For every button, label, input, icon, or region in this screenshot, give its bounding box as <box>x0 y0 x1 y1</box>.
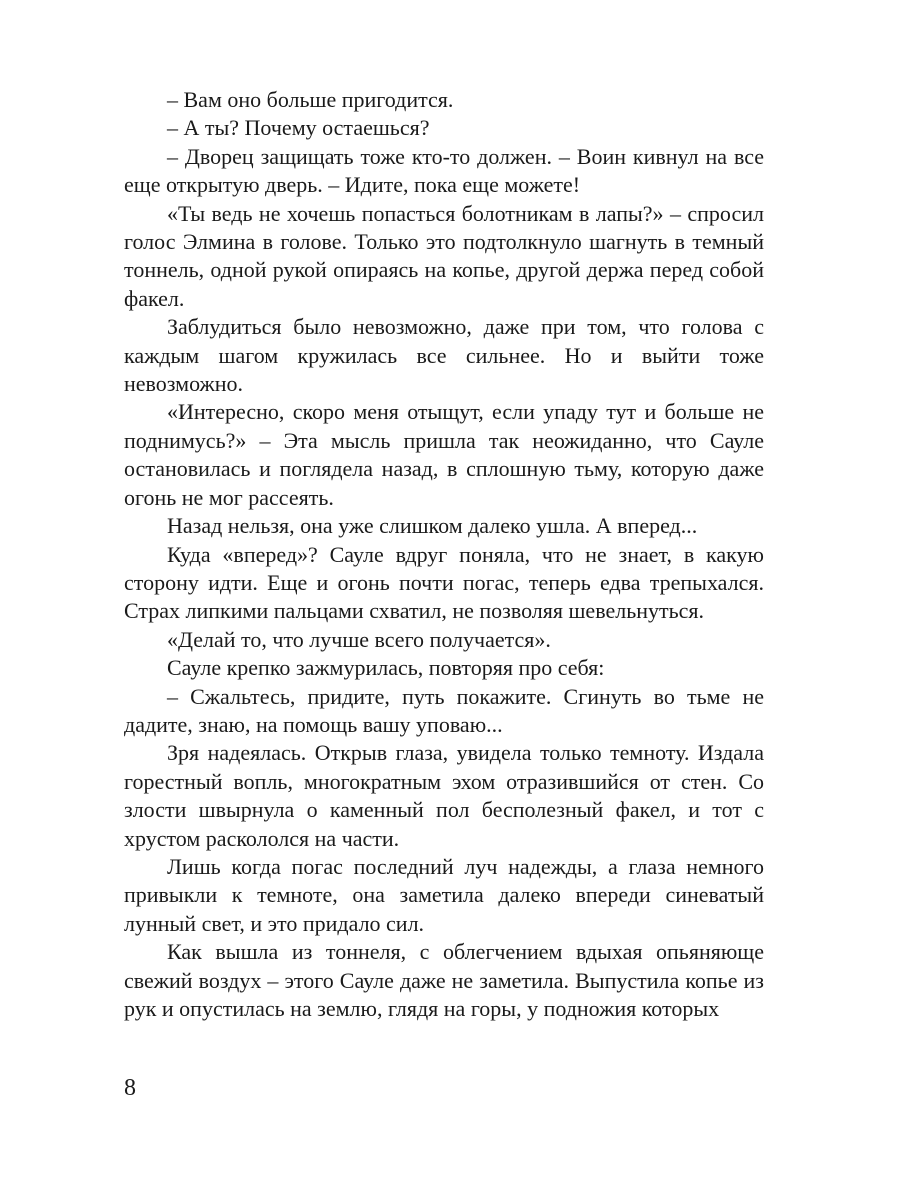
page-number: 8 <box>124 1075 136 1101</box>
paragraph-9: «Делай то, что лучше всего получается». <box>167 626 551 652</box>
paragraph-14: Как вышла из тоннеля, с облегчением вдыхая опьяняюще свежий воздух – этого Сауле даже не заметила. Выпустила копье из рук и опустилась на землю, глядя на горы, у подножия которых <box>124 939 764 1021</box>
paragraph-5: Заблудиться было невозможно, даже при том, что голова с каждым шагом кружилась все сильнее. Но и выйти тоже невозможно. <box>124 314 764 397</box>
paragraph-11: – Сжальтесь, придите, путь покажите. Сгинуть во тьме не дадите, знаю, на помощь вашу уповаю... <box>124 683 764 737</box>
paragraph-13: Лишь когда погас последний луч надежды, а глаза немного привыкли к темноте, она заметила далеко впереди синеватый лунный свет, и это придало сил. <box>124 853 764 936</box>
paragraph-3: – Дворец защищать тоже кто-то должен. – Воин кивнул на все еще открытую дверь. – Идите, пока еще можете! <box>124 143 764 198</box>
paragraph-6: «Интересно, скоро меня отыщут, если упаду тут и больше не поднимусь?» – Эта мысль пришла так неожиданно, что Сауле остановилась и поглядела назад, в сплошную тьму, которую даже огонь не мог рассеять. <box>124 399 764 510</box>
paragraph-8: Куда «вперед»? Сауле вдруг поняла, что не знает, в какую сторону идти. Еще и огонь почти погас, теперь едва трепыхался. Страх липкими пальцами схватил, не позволяя шевельнуться. <box>124 541 764 624</box>
paragraph-12: Зря надеялась. Открыв глаза, увидела только темноту. Издала горестный вопль, многократным эхом отразившийся от стен. Со злости швырнула о каменный пол бесполезный факел, и тот с хрустом раскололся на части. <box>124 740 764 851</box>
paragraph-10: Сауле крепко зажмурилась, повторяя про себя: <box>167 655 605 681</box>
paragraph-1: – Вам оно больше пригодится. <box>167 87 454 112</box>
paragraph-7: Назад нельзя, она уже слишком далеко ушла. А вперед... <box>167 513 698 539</box>
paragraph-4: «Ты ведь не хочешь попасться болотникам в лапы?» – спросил голос Элмина в голове. Только это подтолкнуло шагнуть в темный тоннель, одной рукой опираясь на копье, другой держа перед собой факел. <box>124 200 764 311</box>
paragraph-2: – А ты? Почему остаешься? <box>167 115 430 141</box>
page-body-text <box>124 86 764 1023</box>
